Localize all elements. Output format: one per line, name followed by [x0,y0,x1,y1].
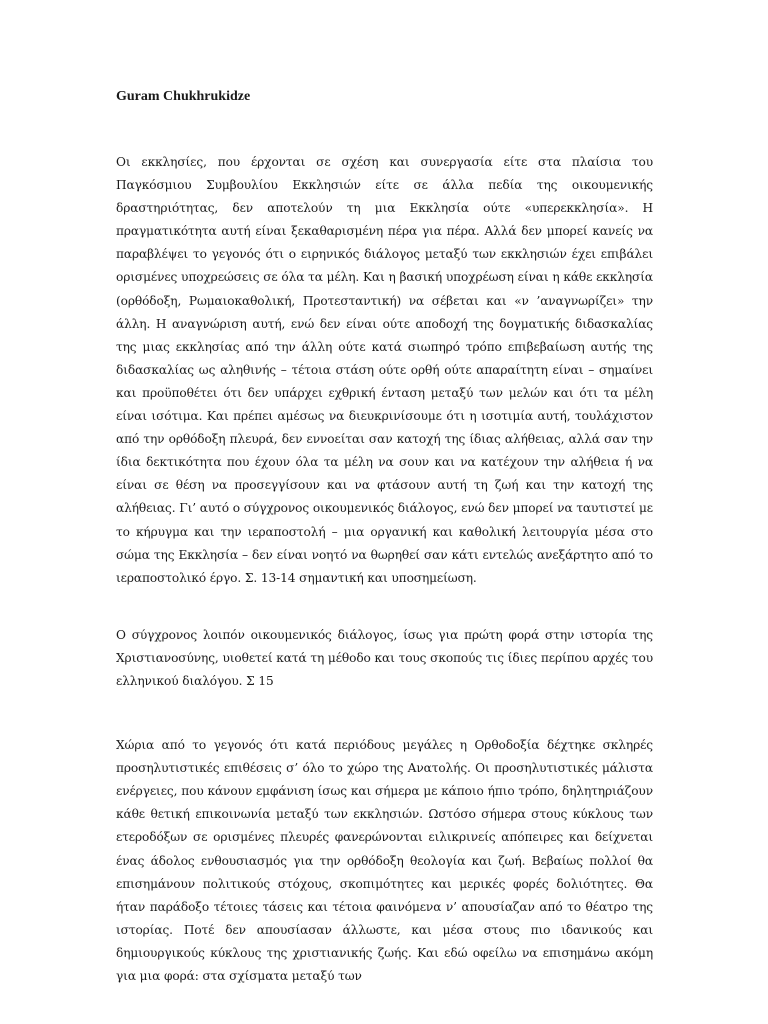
paragraph-1: Οι εκκλησίες, που έρχονται σε σχέση και συνεργασία είτε στα πλαίσια του Παγκόσμιου Συμβουλίου Εκκλησιών είτε σε άλλα πεδία της οικουμενικής δραστηριότητας, δεν αποτελούν τη μια Εκκλησία ούτε «υπερεκκλησία». Η πραγματικότητα αυτή είναι ξεκαθαρισμένη πέρα για πέρα. Αλλά δεν μπορεί κανείς να παραβλέψει το γεγονός ότι ο ειρηνικός διάλογος μεταξύ των εκκλησιών έχει επιβάλει ορισμένες υποχρεώσεις σε όλα τα μέλη. Και η βασική υποχρέωση είναι η κάθε εκκλησία (ορθόδοξη, Ρωμαιοκαθολική, Προτεσταντική) να σέβεται και «ν ’αναγνωρίζει» την άλλη. Η αναγνώριση αυτή, ενώ δεν είναι ούτε αποδοχή της δογματικής διδασκαλίας της μιας εκκλησίας από την άλλη ούτε κατά σιωπηρό τρόπο επιβεβαίωση αυτής της διδασκαλίας ως αληθινής – τέτοια στάση ούτε ορθή ούτε απαραίτητη είναι – σημαίνει και προϋποθέτει ότι δεν υπάρχει εχθρική ένταση μεταξύ των μελών και ότι τα μέλη είναι ισότιμα. Και πρέπει αμέσως να διευκρινίσουμε ότι η ισοτιμία αυτή, τουλάχιστον από την ορθόδοξη πλευρά, δεν εννοείται σαν κατοχή της ίδιας αλήθειας, αλλά σαν την ίδια δεκτικότητα που έχουν όλα τα μέλη να σουν και να κατέχουν την αλήθεια ή να είναι σε θέση να προσεγγίσουν και να φτάσουν αυτή τη ζωή και την κατοχή της αλήθειας. Γι’ αυτό ο σύγχρονος οικουμενικός διάλογος, ενώ δεν μπορεί να ταυτιστεί με το κήρυγμα και την ιεραποστολή – μια οργανική και καθολική λειτουργία μέσα στο σώμα της Εκκλησία – δεν είναι νοητό να θωρηθεί σαν κάτι εντελώς ανεξάρτητο από το ιεραποστολικό έργο. Σ. 13-14 σημαντική και υποσημείωση. [116,155,653,585]
paragraph-2: Ο σύγχρονος λοιπόν οικουμενικός διάλογος, ίσως για πρώτη φορά στην ιστορία της Χριστιανοσύνης, υιοθετεί κατά τη μέθοδο και τους σκοπούς τις ίδιες περίπου αρχές του ελληνικού διαλόγου. Σ 15 [116,627,653,688]
paragraph-3: Χώρια από το γεγονός ότι κατά περιόδους μεγάλες η Ορθοδοξία δέχτηκε σκληρές προσηλυτιστικές επιθέσεις σ’ όλο το χώρο της Ανατολής. Οι προσηλυτιστικές μάλιστα ενέργειες, που κάνουν εμφάνιση ίσως και σήμερα με κάποιο ήπιο τρόπο, δηλητηριάζουν κάθε θετική επικοινωνία μεταξύ των εκκλησιών. Ωστόσο σήμερα στους κύκλους των ετεροδόξων σε ορισμένες πλευρές φανερώνονται ειλικρινείς απόπειρες και δείχνεται ένας άδολος ενθουσιασμός για την ορθόδοξη θεολογία και ζωή. Βεβαίως πολλοί θα επισημάνουν πολιτικούς στόχους, σκοπιμότητες και μερικές φορές δολιότητες. Θα ήταν παράδοξο τέτοιες τάσεις και τέτοια φαινόμενα ν’ απουσίαζαν από το θέατρο της ιστορίας. Ποτέ δεν απουσίασαν άλλωστε, και μέσα στους πιο ιδανικούς και δημιουργικούς κύκλους της χριστιανικής ζωής. Και εδώ οφείλω να επισημάνω ακόμη για μια φορά: στα σχίσματα μεταξύ των [116,738,653,983]
author-heading: Guram Chukhrukidze [116,89,251,104]
document-page [116,87,653,988]
